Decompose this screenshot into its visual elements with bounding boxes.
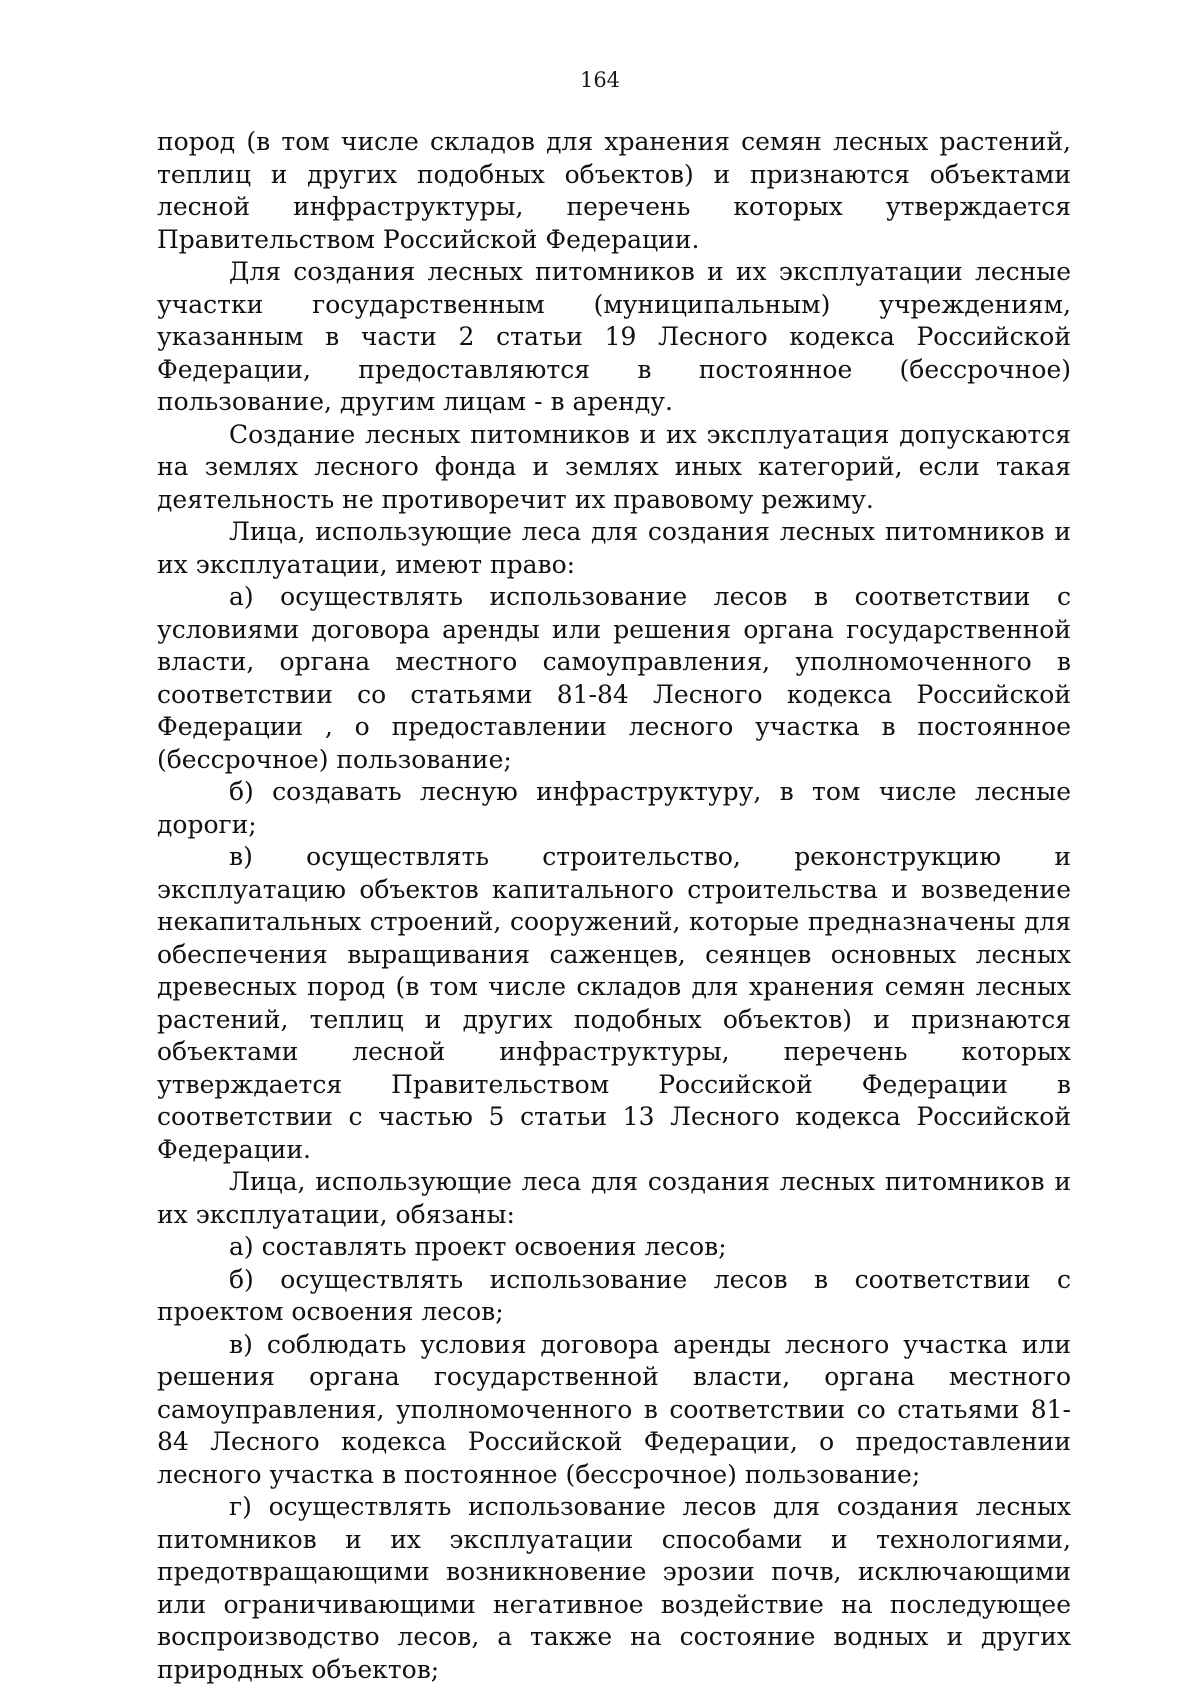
paragraph: Для создания лесных питомников и их эксплуатации лесные участки государственным (муниципальным) учреждениям, указанным в части 2 статьи 19 Лесного кодекса Российской Федерации, предоставляются в постоянное (бессрочное) пользование, другим лицам - в аренду. bbox=[157, 257, 1071, 416]
list-item: в) соблюдать условия договора аренды лесного участка или решения органа государственной власти, органа местного самоуправления, уполномоченного в соответствии со статьями 81-84 Лесного кодекса Российской Федерации, о предоставлении лесного участка в постоянное (бессрочное) пользование; bbox=[157, 1329, 1071, 1489]
page-number: 164 bbox=[579, 68, 621, 92]
list-item: в) осуществлять строительство, реконструкцию и эксплуатацию объектов капитального строительства и возведение некапитальных строений, сооружений, которые предназначены для обеспечения выращивания саженцев, сеянцев основных лесных древесных пород (в том числе складов для хранения семян лесных растений, теплиц и других подобных объектов) и признаются объектами лесной инфраструктуры, перечень которых утверждается Правительством Российской Федерации в соответствии с частью 5 статьи 13 Лесного кодекса Российской Федерации. bbox=[157, 842, 1071, 1164]
paragraph: Лица, использующие леса для создания лесных питомников и их эксплуатации, обязаны: bbox=[157, 1167, 1071, 1229]
paragraph: Лица, использующие леса для создания лесных питомников и их эксплуатации, имеют право: bbox=[157, 517, 1071, 579]
list-item: а) составлять проект освоения лесов; bbox=[229, 1232, 727, 1261]
document-body bbox=[157, 126, 1071, 1686]
list-item: г) осуществлять использование лесов для создания лесных питомников и их эксплуатации способами и технологиями, предотвращающими возникновение эрозии почв, исключающими или ограничивающими негативное воздействие на последующее воспроизводство лесов, а также на состояние водных и других природных объектов; bbox=[157, 1492, 1071, 1684]
list-item: б) создавать лесную инфраструктуру, в том числе лесные дороги; bbox=[157, 777, 1071, 839]
paragraph: Создание лесных питомников и их эксплуатация допускаются на землях лесного фонда и землях иных категорий, если такая деятельность не противоречит их правовому режиму. bbox=[157, 419, 1071, 514]
paragraph: пород (в том числе складов для хранения семян лесных растений, теплиц и других подобных объектов) и признаются объектами лесной инфраструктуры, перечень которых утверждается Правительством Российской Федерации. bbox=[157, 127, 1071, 254]
list-item: а) осуществлять использование лесов в соответствии с условиями договора аренды или решения органа государственной власти, органа местного самоуправления, уполномоченного в соответствии со статьями 81-84 Лесного кодекса Российской Федерации , о предоставлении лесного участка в постоянное (бессрочное) пользование; bbox=[157, 582, 1071, 774]
list-item: б) осуществлять использование лесов в соответствии с проектом освоения лесов; bbox=[157, 1264, 1071, 1326]
